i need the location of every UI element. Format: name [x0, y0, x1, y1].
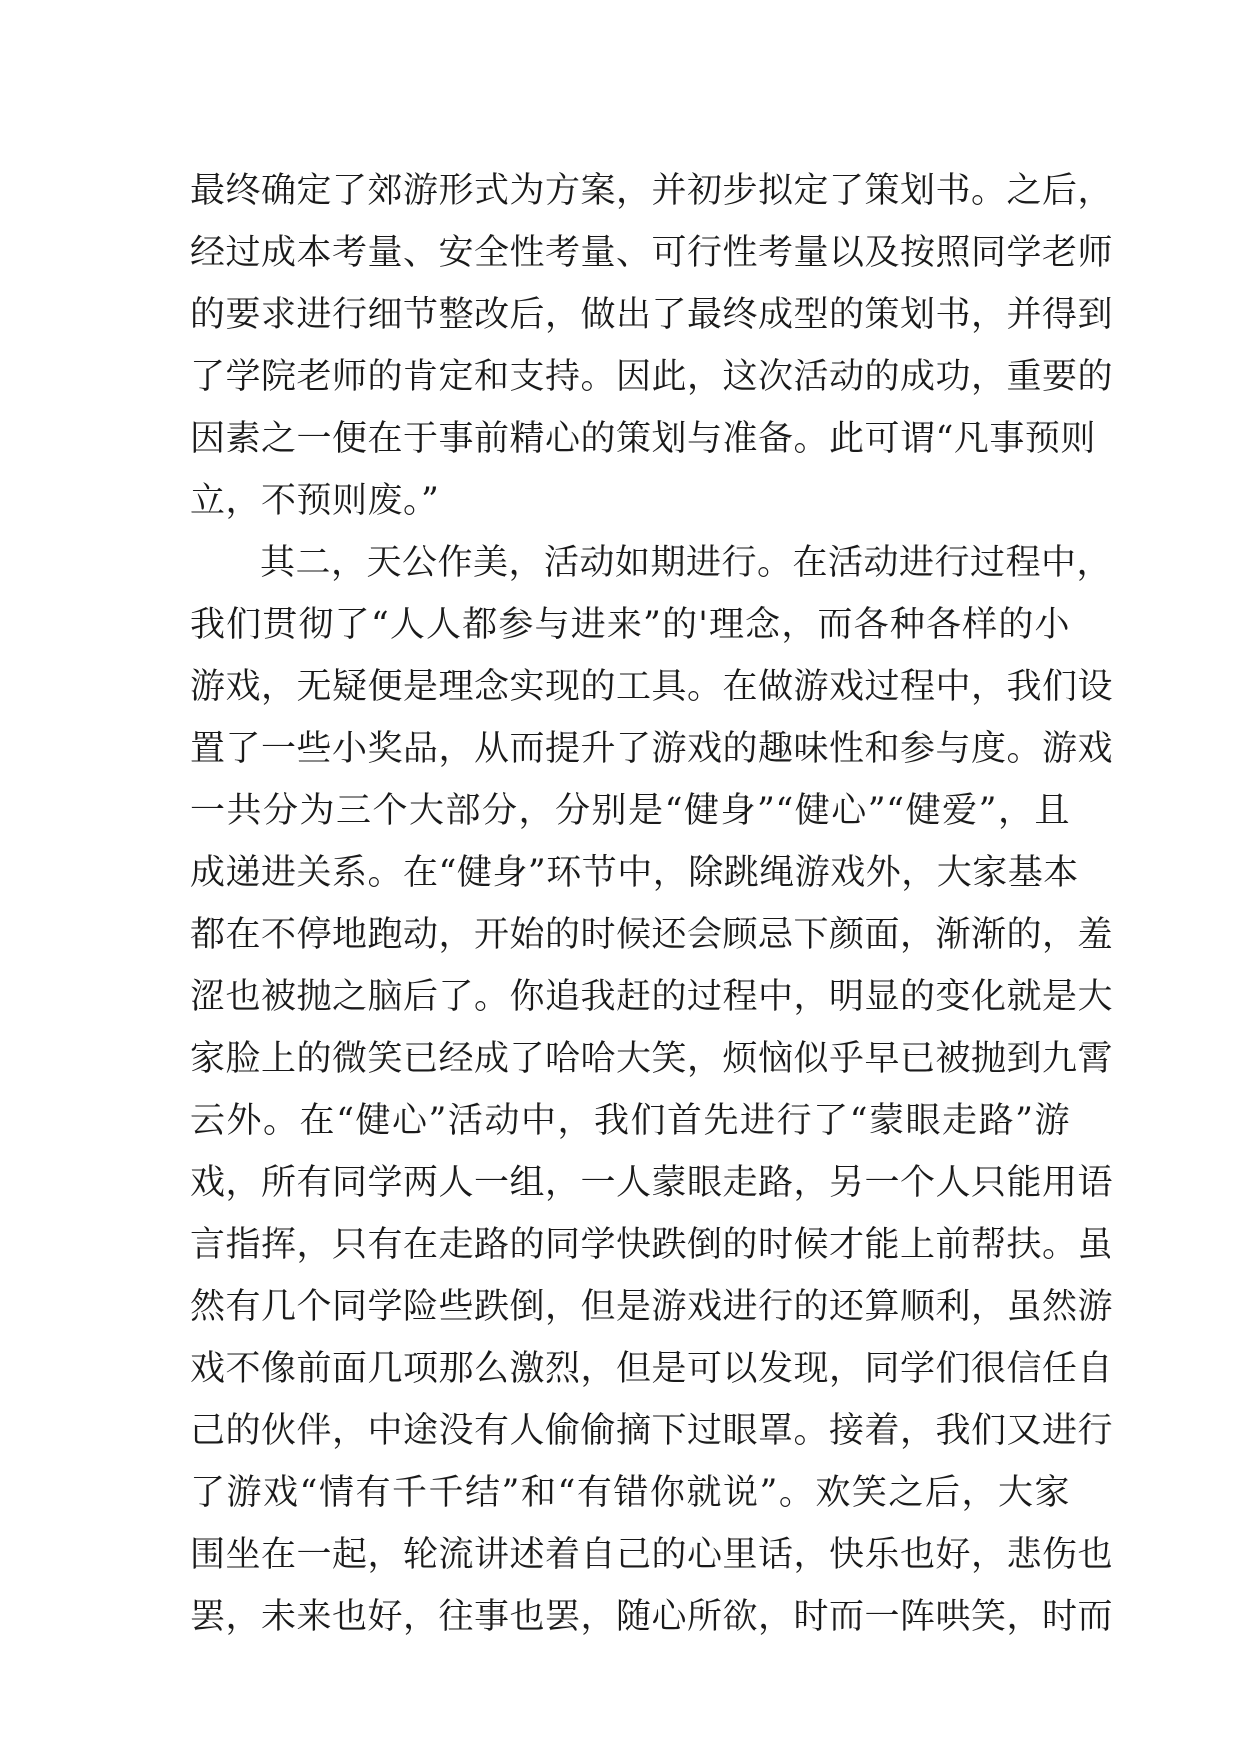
- text-line: 己的伙伴，中途没有人偷偷摘下过眼罩。接着，我们又进行: [190, 1411, 1114, 1451]
- text-line: 的要求进行细节整改后，做出了最终成型的策划书，并得到: [190, 295, 1114, 335]
- text-line: 立，不预则废。”: [190, 481, 440, 521]
- text-line: 经过成本考量、安全性考量、可行性考量以及按照同学老师: [190, 233, 1114, 273]
- text-line: 戏不像前面几项那么激烈，但是可以发现，同学们很信任自: [190, 1349, 1114, 1389]
- text-line: 一共分为三个大部分，分别是“健身”“健心”“健爱”，且: [190, 791, 1070, 831]
- text-line: 家脸上的微笑已经成了哈哈大笑，烦恼似乎早已被抛到九霄: [190, 1039, 1114, 1079]
- paragraph-start-line: 其二，天公作美，活动如期进行。在活动进行过程中，: [260, 543, 1113, 583]
- text-line: 围坐在一起，轮流讲述着自己的心里话，快乐也好，悲伤也: [190, 1535, 1114, 1575]
- text-line: 了学院老师的肯定和支持。因此，这次活动的成功，重要的: [190, 357, 1114, 397]
- text-line: 都在不停地跑动，开始的时候还会顾忌下颜面，渐渐的，羞: [190, 915, 1114, 955]
- body-text: [190, 160, 1114, 1648]
- text-line: 成递进关系。在“健身”环节中，除跳绳游戏外，大家基本: [190, 853, 1079, 893]
- text-line: 了游戏“情有千千结”和“有错你就说”。欢笑之后，大家: [190, 1473, 1070, 1513]
- text-line: 戏，所有同学两人一组，一人蒙眼走路，另一个人只能用语: [190, 1163, 1114, 1203]
- text-line: 涩也被抛之脑后了。你追我赶的过程中，明显的变化就是大: [190, 977, 1114, 1017]
- text-line: 最终确定了郊游形式为方案，并初步拟定了策划书。之后，: [190, 171, 1114, 211]
- text-line: 置了一些小奖品，从而提升了游戏的趣味性和参与度。游戏: [190, 729, 1114, 769]
- text-line: 然有几个同学险些跌倒，但是游戏进行的还算顺利，虽然游: [190, 1287, 1114, 1327]
- text-line: 言指挥，只有在走路的同学快跌倒的时候才能上前帮扶。虽: [190, 1225, 1114, 1265]
- text-line: 我们贯彻了“人人都参与进来”的'理念，而各种各样的小: [190, 605, 1070, 645]
- text-line: 云外。在“健心”活动中，我们首先进行了“蒙眼走路”游: [190, 1101, 1070, 1141]
- text-line: 游戏，无疑便是理念实现的工具。在做游戏过程中，我们设: [190, 667, 1114, 707]
- text-line: 因素之一便在于事前精心的策划与准备。此可谓“凡事预则: [190, 419, 1096, 459]
- text-line: 罢，未来也好，往事也罢，随心所欲，时而一阵哄笑，时而: [190, 1597, 1114, 1637]
